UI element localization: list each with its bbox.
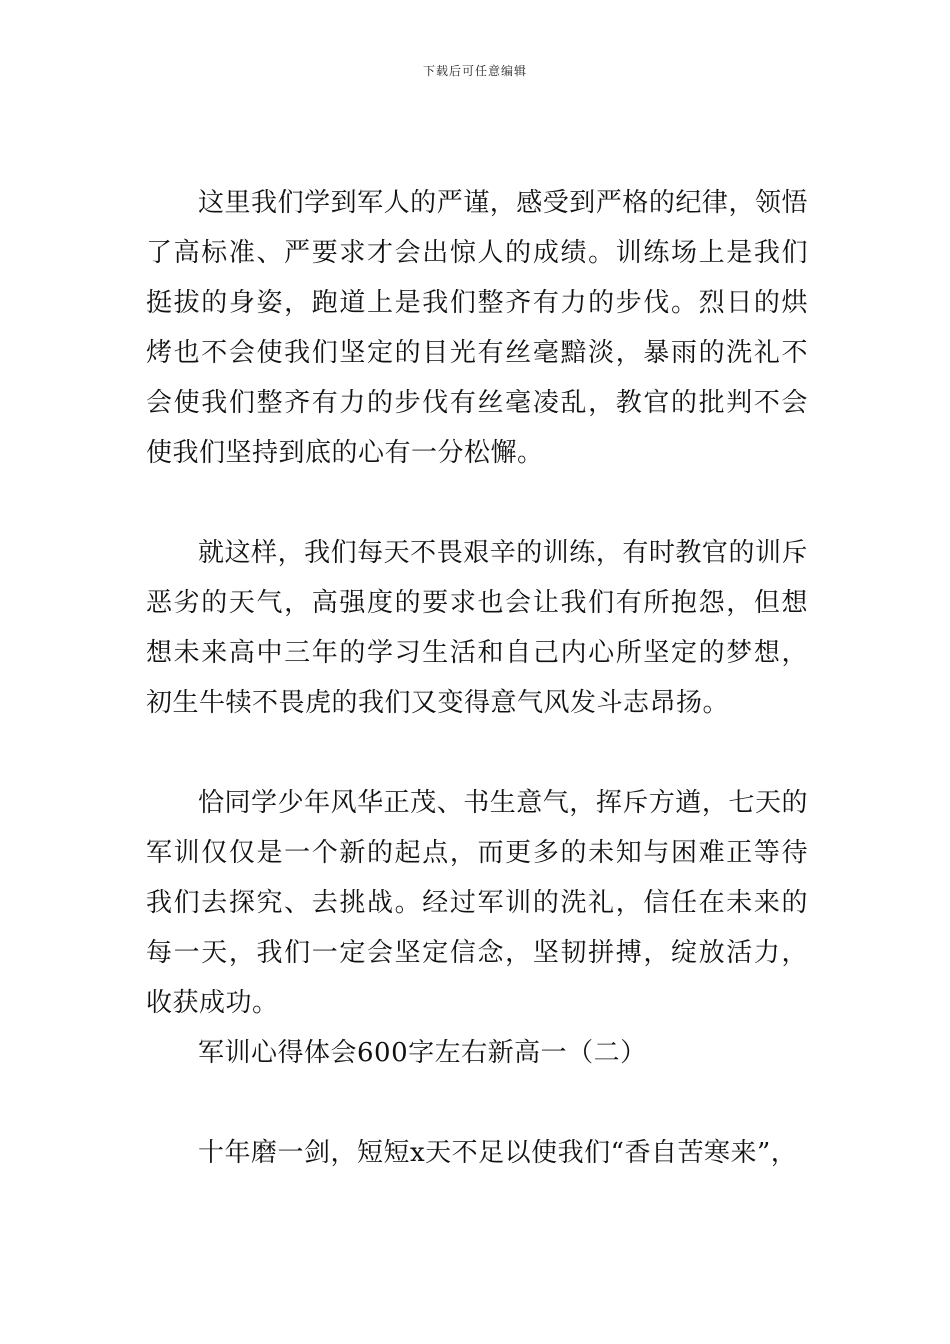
paragraph-1: 这里我们学到军人的严谨，感受到严格的纪律，领悟了高标准、严要求才会出惊人的成绩。训练场上是我们挺拔的身姿，跑道上是我们整齐有力的步伐。烈日的烘烤也不会使我们坚定的目光有丝毫黯淡，暴雨的洗礼不会使我们整齐有力的步伐有丝毫凌乱，教官的批判不会使我们坚持到底的心有一分松懈。 (146, 188, 808, 468)
section-subheading: 军训心得体会600字左右新高一（二） (198, 1038, 647, 1068)
paragraph-3: 恰同学少年风华正茂、书生意气，挥斥方遒，七天的军训仅仅是一个新的起点，而更多的未知与困难正等待我们去探究、去挑战。经过军训的洗礼，信任在未来的每一天，我们一定会坚定信念，坚韧拼搏，绽放活力，收获成功。 (146, 788, 808, 1018)
paragraph-2: 就这样，我们每天不畏艰辛的训练，有时教官的训斥恶劣的天气，高强度的要求也会让我们有所抱怨，但想想未来高中三年的学习生活和自己内心所坚定的梦想，初生牛犊不畏虎的我们又变得意气风发斗志昂扬。 (146, 538, 808, 718)
paragraph-4: 十年磨一剑，短短x天不足以使我们“香自苦寒来”， (198, 1138, 798, 1168)
page-header: 下载后可任意编辑 (422, 64, 527, 78)
document-body (146, 178, 808, 1178)
